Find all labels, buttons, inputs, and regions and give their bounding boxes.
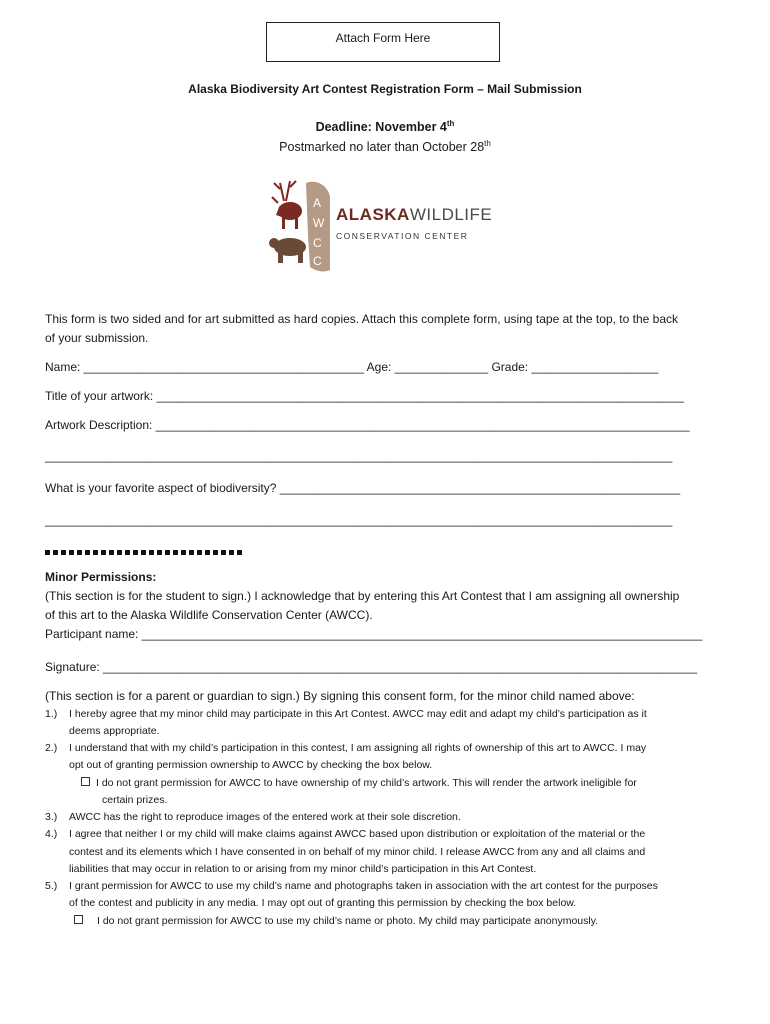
biodiversity-field[interactable]: What is your favorite aspect of biodiversity? ____________________________________________________________ bbox=[45, 481, 681, 495]
item-4-cont-1: contest and its elements which I have consented in on behalf of my minor child. I release AWCC from any and all claims and bbox=[69, 846, 646, 858]
caribou-icon bbox=[272, 181, 302, 229]
biodiversity-line[interactable]: ______________________________________________________________________________________________ bbox=[45, 513, 673, 527]
ownership-opt-out-label: I do not grant permission for AWCC to have ownership of my child’s artwork. This will render the artwork ineligible for bbox=[96, 777, 637, 789]
item-2-number: 2.) bbox=[45, 742, 58, 754]
item-1 bbox=[45, 708, 647, 720]
deadline-text: Deadline: November 4 bbox=[315, 120, 447, 134]
attach-label: Attach Form Here bbox=[335, 31, 431, 45]
item-1-text: I hereby agree that my minor child may participate in this Art Contest. AWCC may edit and adapt my child’s participation as it bbox=[69, 708, 647, 720]
item-1-number: 1.) bbox=[45, 708, 58, 720]
awcc-logo bbox=[268, 175, 498, 275]
item-5-text: I grant permission for AWCC to use my child’s name and photographs taken in association with the art contest for the purposes bbox=[69, 880, 658, 892]
logo-name-bold: ALASKA bbox=[336, 205, 410, 224]
postmark-text: Postmarked no later than October 28 bbox=[279, 140, 485, 154]
deadline bbox=[0, 119, 770, 134]
form-title: Alaska Biodiversity Art Contest Registration Form – Mail Submission bbox=[188, 82, 582, 96]
item-5 bbox=[45, 880, 658, 892]
logo-letter-c1: C bbox=[313, 236, 322, 250]
logo-letter-a: A bbox=[313, 196, 322, 210]
minor-line-2: of this art to the Alaska Wildlife Conservation Center (AWCC). bbox=[45, 608, 373, 622]
ownership-opt-out-checkbox[interactable] bbox=[81, 777, 90, 786]
intro-line-2: of your submission. bbox=[45, 331, 149, 345]
ownership-opt-out bbox=[81, 777, 637, 789]
name-age-grade-field[interactable]: Name: __________________________________________ Age: ______________ Grade: ___________________ bbox=[45, 360, 659, 374]
participant-name-field[interactable]: Participant name: ____________________________________________________________________________________ bbox=[45, 627, 703, 641]
item-2-cont: opt out of granting permission ownership to AWCC by checking the box below. bbox=[69, 759, 433, 771]
parent-intro: (This section is for a parent or guardian to sign.) By signing this consent form, for the minor child named above: bbox=[45, 689, 635, 703]
intro-line-1: This form is two sided and for art submitted as hard copies. Attach this complete form, using tape at the top, to the back bbox=[45, 312, 678, 326]
photo-opt-out-checkbox[interactable] bbox=[74, 915, 83, 924]
artwork-description-line[interactable]: ______________________________________________________________________________________________ bbox=[45, 449, 673, 463]
ownership-opt-out-cont: certain prizes. bbox=[102, 794, 168, 806]
logo-name bbox=[336, 205, 492, 225]
attach-form-box bbox=[266, 22, 500, 62]
artwork-title-field[interactable]: Title of your artwork: _______________________________________________________________________________ bbox=[45, 389, 684, 403]
logo-name-light: WILDLIFE bbox=[409, 205, 493, 224]
dotted-divider bbox=[45, 550, 245, 555]
item-5-cont: of the contest and publicity in any media. I may opt out of granting this permission by checking the box below. bbox=[69, 897, 577, 909]
item-3-text: AWCC has the right to reproduce images of the entered work at their sole discretion. bbox=[69, 811, 461, 823]
item-2 bbox=[45, 742, 646, 754]
photo-opt-out-label: I do not grant permission for AWCC to use my child’s name or photo. My child may participate anonymously. bbox=[97, 915, 599, 927]
postmark-note bbox=[0, 139, 770, 154]
minor-line-1: (This section is for the student to sign.) I acknowledge that by entering this Art Contest that I am assigning all ownership bbox=[45, 589, 680, 603]
item-3 bbox=[45, 811, 461, 823]
item-2-text: I understand that with my child’s participation in this contest, I am assigning all rights of ownership of this art to AWCC. I may bbox=[69, 742, 647, 754]
logo-letter-c2: C bbox=[313, 254, 322, 268]
item-3-number: 3.) bbox=[45, 811, 58, 823]
item-4-number: 4.) bbox=[45, 828, 58, 840]
postmark-suffix: th bbox=[484, 139, 491, 148]
bear-icon bbox=[269, 238, 306, 263]
item-4-cont-2: liabilities that may occur in relation to or arising from my minor child’s participation in this Art Contest. bbox=[69, 863, 537, 875]
item-5-number: 5.) bbox=[45, 880, 58, 892]
item-1-cont: deems appropriate. bbox=[69, 725, 160, 737]
minor-permissions-heading: Minor Permissions: bbox=[45, 570, 157, 584]
logo-subtitle: CONSERVATION CENTER bbox=[336, 231, 469, 241]
photo-opt-out bbox=[74, 915, 598, 927]
artwork-description-field[interactable]: Artwork Description: ________________________________________________________________________________ bbox=[45, 418, 690, 432]
signature-field[interactable]: Signature: _________________________________________________________________________________________ bbox=[45, 660, 698, 674]
item-4 bbox=[45, 828, 645, 840]
logo-letter-w: W bbox=[313, 216, 325, 230]
item-4-text: I agree that neither I or my child will make claims against AWCC based upon distribution or exploitation of the material or the bbox=[69, 828, 646, 840]
deadline-suffix: th bbox=[446, 119, 455, 128]
